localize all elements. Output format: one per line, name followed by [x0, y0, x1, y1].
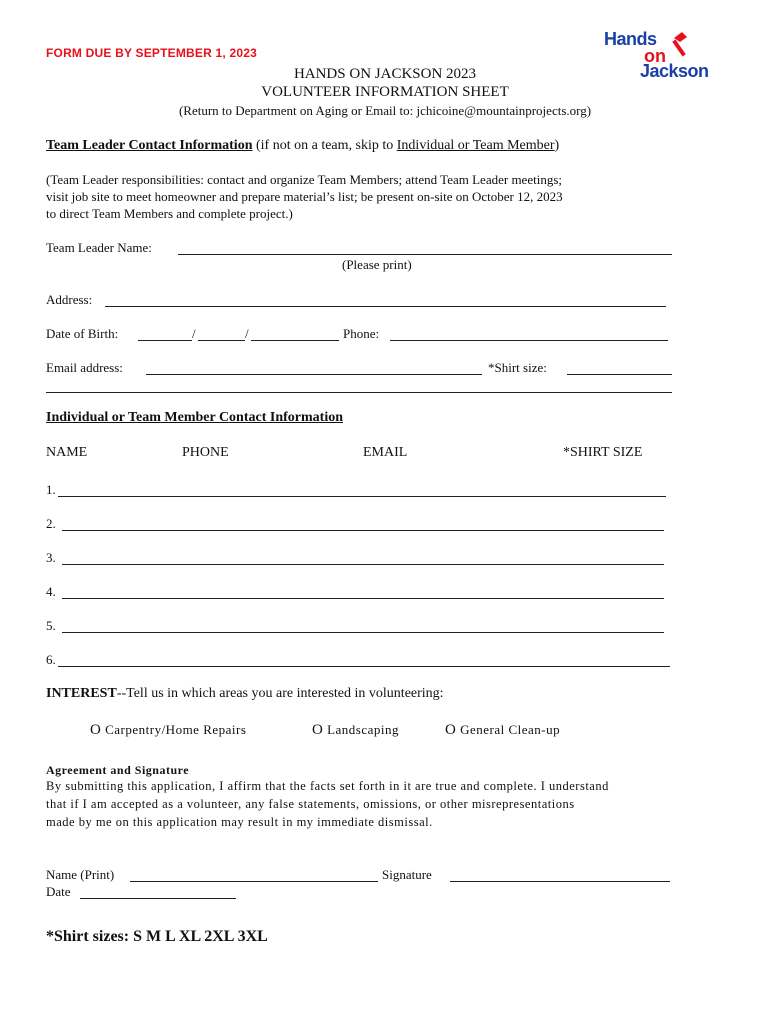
- dob-slash-1: /: [192, 326, 196, 341]
- team-leader-note-pre: (if not on a team, skip to: [252, 138, 397, 153]
- shirt-size-label: *Shirt size:: [488, 360, 547, 375]
- agreement-line-2: that if I am accepted as a volunteer, any false statements, omissions, or other misrepresentations: [46, 797, 575, 811]
- dob-month-field[interactable]: [138, 325, 192, 341]
- print-name-label: Name (Print): [46, 867, 115, 882]
- shirt-size-field[interactable]: [567, 359, 672, 375]
- column-email: EMAIL: [363, 445, 408, 460]
- title-line-1: HANDS ON JACKSON 2023: [293, 66, 477, 82]
- address-label: Address:: [46, 292, 93, 307]
- logo-word-jackson: Jackson: [640, 61, 709, 81]
- member-row-field[interactable]: [62, 583, 664, 599]
- option-general-cleanup[interactable]: [445, 721, 560, 739]
- hammer-icon: [668, 30, 692, 60]
- title-line-2: VOLUNTEER INFORMATION SHEET: [261, 84, 509, 100]
- option-landscaping[interactable]: [312, 721, 399, 739]
- option-circle[interactable]: O: [445, 722, 457, 738]
- member-row-number: 5.: [46, 618, 56, 633]
- team-leader-note-post: ): [554, 138, 560, 153]
- please-print-note: (Please print): [342, 257, 412, 272]
- member-row-number: 3.: [46, 550, 56, 565]
- option-label: Carpentry/Home Repairs: [105, 722, 247, 737]
- date-field[interactable]: [80, 883, 236, 899]
- responsibilities-line-3: to direct Team Members and complete project.): [46, 206, 293, 221]
- team-leader-heading: Team Leader Contact Information: [46, 138, 253, 153]
- form-due-notice: FORM DUE BY SEPTEMBER 1, 2023: [46, 46, 257, 60]
- member-row-field[interactable]: [62, 617, 664, 633]
- shirt-sizes-footer: *Shirt sizes: S M L XL 2XL 3XL: [46, 928, 268, 945]
- member-row-number: 2.: [46, 516, 56, 531]
- signature-label: Signature: [382, 867, 432, 882]
- return-note: (Return to Department on Aging or Email to: jchicoine@mountainprojects.org): [178, 103, 592, 118]
- member-row-field[interactable]: [58, 651, 670, 667]
- extra-line: [46, 380, 672, 393]
- signature-field[interactable]: [450, 866, 670, 882]
- agreement-line-3: made by me on this application may result in my immediate dismissal.: [46, 815, 433, 829]
- interest-row: [46, 685, 444, 702]
- skip-link-text: Individual or Team Member: [396, 138, 555, 153]
- responsibilities-line-2: visit job site to meet homeowner and prepare material’s list; be present on-site on October 12, 2023: [46, 189, 563, 204]
- dob-slash-2: /: [245, 326, 249, 341]
- option-circle[interactable]: O: [90, 722, 102, 738]
- team-leader-heading-row: [46, 137, 559, 154]
- interest-label: INTEREST: [46, 686, 117, 701]
- option-carpentry[interactable]: [90, 721, 246, 739]
- member-row-number: 6.: [46, 652, 56, 667]
- option-circle[interactable]: O: [312, 722, 324, 738]
- column-shirt-size: *SHIRT SIZE: [563, 445, 643, 460]
- dob-day-field[interactable]: [198, 325, 245, 341]
- members-heading: Individual or Team Member Contact Information: [46, 410, 343, 425]
- print-name-field[interactable]: [130, 866, 378, 882]
- dob-year-field[interactable]: [251, 325, 339, 341]
- interest-text: --Tell us in which areas you are interested in volunteering:: [116, 686, 444, 701]
- option-label: Landscaping: [327, 722, 400, 737]
- phone-label: Phone:: [343, 326, 380, 341]
- column-phone: PHONE: [182, 445, 229, 460]
- member-row-number: 4.: [46, 584, 56, 599]
- member-row-number: 1.: [46, 482, 56, 497]
- team-leader-name-label: Team Leader Name:: [46, 240, 152, 255]
- member-row-field[interactable]: [62, 549, 664, 565]
- member-row-field[interactable]: [62, 515, 664, 531]
- address-field[interactable]: [105, 291, 666, 307]
- date-label: Date: [46, 884, 71, 899]
- column-name: NAME: [46, 445, 88, 460]
- email-label: Email address:: [46, 360, 123, 375]
- member-row-field[interactable]: [58, 481, 666, 497]
- team-leader-name-field[interactable]: [178, 239, 672, 255]
- email-field[interactable]: [146, 359, 482, 375]
- logo-word-hands: Hands: [604, 29, 657, 49]
- agreement-line-1: By submitting this application, I affirm that the facts set forth in it are true and complete. I understand: [46, 779, 609, 793]
- dob-label: Date of Birth:: [46, 326, 119, 341]
- logo-word-on: on: [644, 46, 666, 66]
- option-label: General Clean-up: [460, 722, 561, 737]
- phone-field[interactable]: [390, 325, 668, 341]
- agreement-heading: Agreement and Signature: [46, 763, 190, 777]
- responsibilities-line-1: (Team Leader responsibilities: contact and organize Team Members; attend Team Leader meetings;: [46, 172, 562, 187]
